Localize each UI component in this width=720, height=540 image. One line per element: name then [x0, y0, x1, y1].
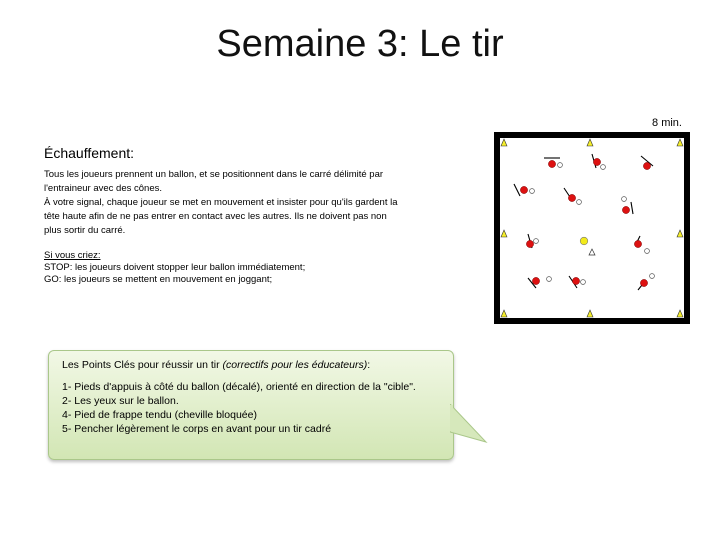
player [622, 206, 629, 213]
player [593, 158, 600, 165]
section-heading: Échauffement: [44, 145, 135, 161]
key-points-title [62, 358, 452, 372]
page-title: Semaine 3: Le tir [216, 23, 504, 65]
ball [645, 249, 650, 254]
command-stop: STOP: les joueurs doivent stopper leur ballon immédiatement; [44, 262, 306, 273]
player [640, 279, 647, 286]
duration-label: 8 min. [652, 117, 682, 129]
key-point-item: 4- Pied de frappe tendu (cheville bloquée) [62, 409, 257, 421]
ball [530, 189, 535, 194]
ball [581, 280, 586, 285]
ball [650, 274, 655, 279]
player [568, 194, 575, 201]
training-field [494, 132, 690, 324]
command-go: GO: les joueurs se mettent en mouvement en joggant; [44, 274, 273, 285]
key-point-item: 5- Pencher légèrement le corps en avant pour un tir cadré [62, 423, 332, 435]
commands-block [44, 250, 404, 286]
callout-tail [450, 404, 490, 444]
ball [558, 163, 563, 168]
ball [547, 277, 552, 282]
key-points-list [62, 380, 452, 436]
player [643, 162, 650, 169]
special-player [580, 237, 588, 245]
key-point-item: 2- Les yeux sur le ballon. [62, 395, 179, 407]
player [572, 277, 579, 284]
player [532, 277, 539, 284]
field-area [500, 138, 684, 318]
ball [601, 165, 606, 170]
instructions-text [44, 168, 404, 238]
ball [534, 239, 539, 244]
instruction-paragraph: À votre signal, chaque joueur se met en mouvement et insister pour qu'ils gardent la tête haute afin de ne pas entrer en contact avec les autres. Ils ne doivent pas non plus sortir du carré. [44, 197, 398, 236]
player [526, 240, 533, 247]
key-point-item: 1- Pieds d'appuis à côté du ballon (décalé), orienté en direction de la "cible". [62, 381, 416, 393]
ball [577, 200, 582, 205]
player [520, 186, 527, 193]
ball [622, 197, 627, 202]
commands-heading: Si vous criez: [44, 250, 101, 261]
player [634, 240, 641, 247]
player [548, 160, 555, 167]
instruction-paragraph: Tous les joueurs prennent un ballon, et se positionnent dans le carré délimité par l'entraineur avec des cônes. [44, 169, 384, 194]
key-points-title-main: Les Points Clés pour réussir un tir [62, 359, 223, 371]
key-points-title-note: (correctifs pour les éducateurs) [222, 359, 368, 371]
field-diagram [500, 138, 684, 318]
key-points-title-end: : [367, 359, 371, 371]
